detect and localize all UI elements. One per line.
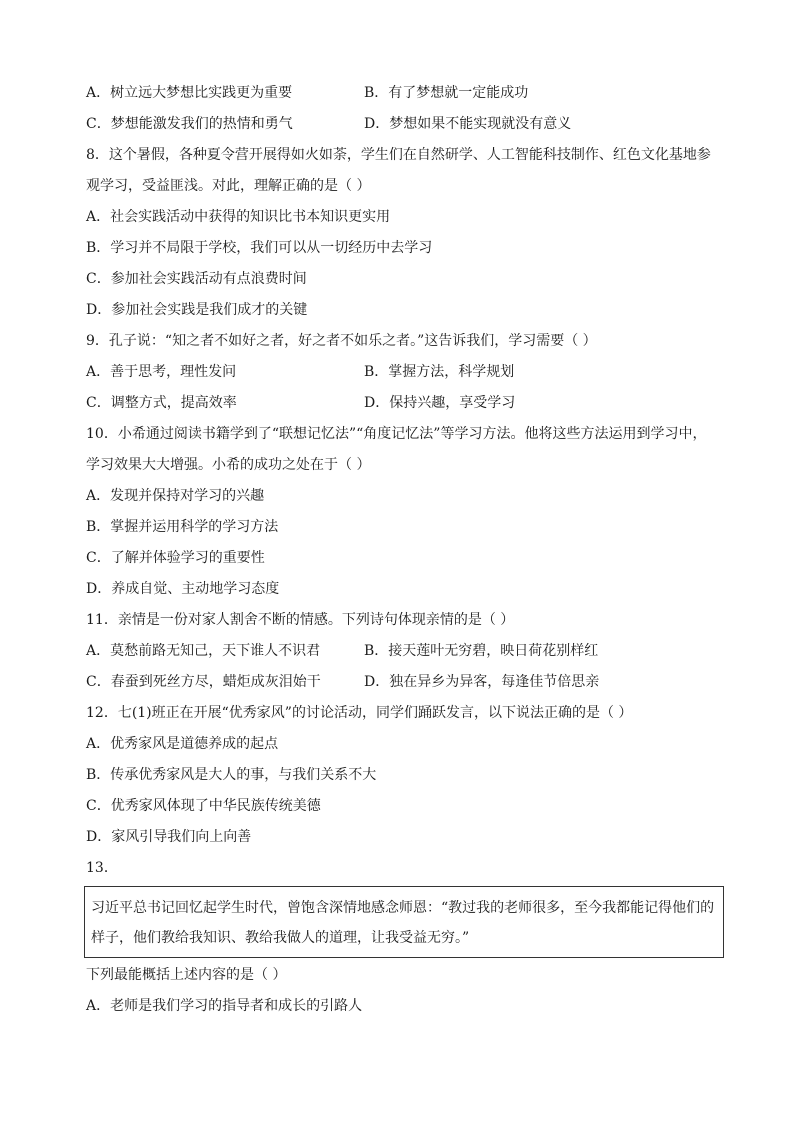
q7-option-c[interactable]: C．梦想能激发我们的热情和勇气 <box>86 116 293 132</box>
q13-quote-box: 习近平总书记回忆起学生时代，曾饱含深情地感念师恩：“教过我的老师很多，至今我都能记得他们的样子，他们教给我知识、教给我做人的道理，让我受益无穷。” <box>84 886 724 958</box>
q12-option-d[interactable]: D．家风引导我们向上向善 <box>86 829 252 845</box>
q7-option-b[interactable]: B．有了梦想就一定能成功 <box>364 85 529 101</box>
exam-page <box>86 78 716 1022</box>
q11-option-c[interactable]: C．春蚕到死丝方尽，蜡炬成灰泪始干 <box>86 674 321 690</box>
q11-options-row-2 <box>86 667 716 698</box>
q7-option-d[interactable]: D．梦想如果不能实现就没有意义 <box>364 116 572 132</box>
q7-options-row-2 <box>86 109 716 140</box>
q9-options-row-1 <box>86 357 716 388</box>
q12-option-b[interactable]: B．传承优秀家风是大人的事，与我们关系不大 <box>86 767 377 783</box>
q9-option-d[interactable]: D．保持兴趣，享受学习 <box>364 395 516 411</box>
q8-option-c[interactable]: C．参加社会实践活动有点浪费时间 <box>86 271 307 287</box>
q7-option-a[interactable]: A．树立远大梦想比实践更为重要 <box>86 85 293 101</box>
q9-option-c[interactable]: C．调整方式，提高效率 <box>86 395 237 411</box>
q12-stem: 12．七(1)班正在开展“优秀家风”的讨论活动，同学们踊跃发言，以下说法正确的是（ ） <box>86 705 633 721</box>
q13-option-a[interactable]: A．老师是我们学习的指导者和成长的引路人 <box>86 998 363 1014</box>
q10-stem: 10．小希通过阅读书籍学到了“联想记忆法”“角度记忆法”等学习方法。他将这些方法运用到学习中，学习效果大大增强。小希的成功之处在于（ ） <box>86 426 707 473</box>
q8-stem: 8．这个暑假，各种夏令营开展得如火如荼，学生们在自然研学、人工智能科技制作、红色文化基地参观学习，受益匪浅。对此，理解正确的是（ ） <box>86 147 711 194</box>
q11-options-row-1 <box>86 636 716 667</box>
q9-option-a[interactable]: A．善于思考，理性发问 <box>86 364 237 380</box>
q10-option-d[interactable]: D．养成自觉、主动地学习态度 <box>86 581 280 597</box>
q11-stem: 11．亲情是一份对家人割舍不断的情感。下列诗句体现亲情的是（ ） <box>86 612 515 628</box>
q11-option-d[interactable]: D．独在异乡为异客，每逢佳节倍思亲 <box>364 674 600 690</box>
q12-option-c[interactable]: C．优秀家风体现了中华民族传统美德 <box>86 798 321 814</box>
q13-stem: 下列最能概括上述内容的是（ ） <box>86 967 287 983</box>
q8-option-d[interactable]: D．参加社会实践是我们成才的关键 <box>86 302 308 318</box>
q8-option-b[interactable]: B．学习并不局限于学校，我们可以从一切经历中去学习 <box>86 240 433 256</box>
q9-option-b[interactable]: B．掌握方法，科学规划 <box>364 364 515 380</box>
q11-option-a[interactable]: A．莫愁前路无知己，天下谁人不识君 <box>86 643 321 659</box>
q8-option-a[interactable]: A．社会实践活动中获得的知识比书本知识更实用 <box>86 209 391 225</box>
q10-option-b[interactable]: B．掌握并运用科学的学习方法 <box>86 519 279 535</box>
q10-option-a[interactable]: A．发现并保持对学习的兴趣 <box>86 488 265 504</box>
q9-stem: 9．孔子说：“知之者不如好之者，好之者不如乐之者。”这告诉我们，学习需要（ ） <box>86 333 597 349</box>
q9-options-row-2 <box>86 388 716 419</box>
q11-option-b[interactable]: B．接天莲叶无穷碧，映日荷花别样红 <box>364 643 599 659</box>
q13-number: 13． <box>86 860 118 876</box>
q12-option-a[interactable]: A．优秀家风是道德养成的起点 <box>86 736 279 752</box>
q10-option-c[interactable]: C．了解并体验学习的重要性 <box>86 550 265 566</box>
q7-options-row-1 <box>86 78 716 109</box>
